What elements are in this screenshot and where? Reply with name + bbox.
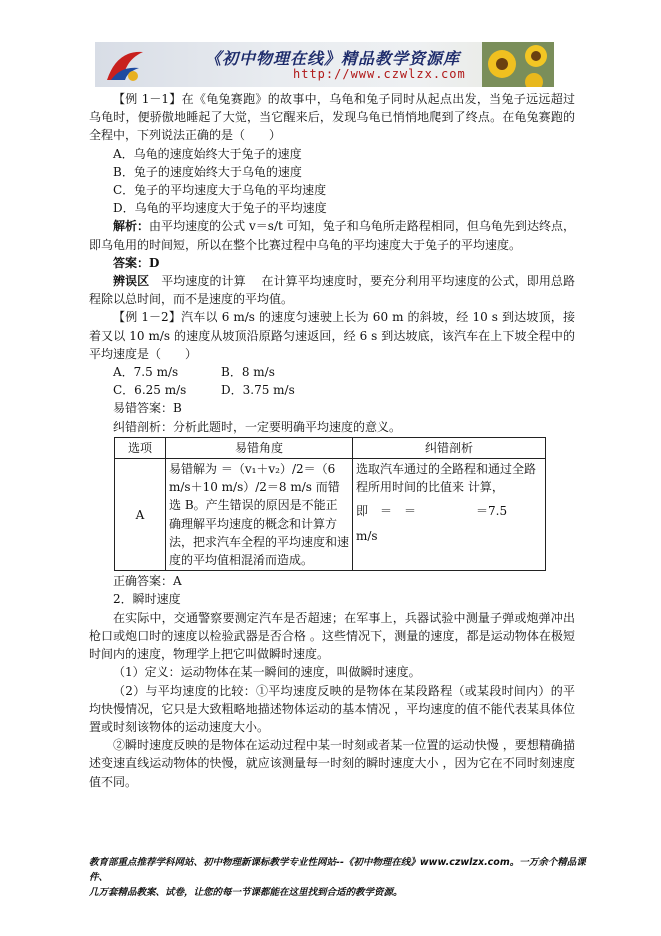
- error-analysis-table: [114, 437, 546, 571]
- footer-line-2: 几万套精品教案、试卷，让您的每一节课都能在这里找到合适的教学资源。: [89, 887, 403, 898]
- page-footer: [89, 855, 589, 900]
- example2-option-b: B．8 m/s: [221, 365, 275, 380]
- sunflower-icon: [482, 42, 554, 87]
- correction-line-3: m/s: [356, 528, 378, 543]
- example1-option-c: C．兔子的平均速度大于乌龟的平均速度: [113, 183, 327, 198]
- analysis-text: 由平均速度的公式 v＝s/t 可知，兔子和乌龟所走路程相同，但乌龟先到达终点，即乌龟用的时间短，所以在整个比赛过程中乌龟的平均速度大于兔子的平均速度。: [89, 219, 575, 252]
- misconception-text: 平均速度的计算 在计算平均速度时，要充分利用平均速度的公式，即用总路程除以总时间，而不是速度的平均值。: [89, 274, 575, 307]
- correction-line-1: 选取汽车通过的全路程和通过全路程所用时间的比值来 计算，: [356, 462, 537, 495]
- section2-compare-2: ②瞬时速度反映的是物体在运动过程中某一时刻或者某一位置的运动快慢 ，要想精确描述变速直线运动物体的快慢，就应该测量每一时刻的瞬时速度大小 ，因为它在不同时刻速度值不同。: [89, 738, 575, 789]
- section2-intro: 在实际中，交通警察要测定汽车是否超速；在军事上，兵器试验中测量子弹或炮弹冲出枪口或炮口时的速度以检验武器是否合格 。这些情况下，测量的速度，都是运动物体在极短时间内的速度，物理学上把它叫做瞬时速度。: [89, 610, 575, 662]
- banner-title: 《初中物理在线》精品教学资源库: [205, 49, 461, 68]
- section2-heading: 2．瞬时速度: [113, 592, 181, 607]
- example1-option-a: A．乌龟的速度始终大于兔子的速度: [113, 146, 302, 161]
- correction-line-2: 即 ＝ ＝ ＝7.5: [356, 504, 508, 519]
- example2-options-row2: [89, 381, 575, 399]
- banner-url[interactable]: http://www.czwlzx.com: [293, 67, 466, 81]
- example2-options-row1: [89, 363, 575, 381]
- site-logo-icon: [103, 46, 147, 84]
- example2-error-intro: 纠错剖析：分析此题时，一定要明确平均速度的意义。: [113, 419, 402, 434]
- example2-option-d: D．3.75 m/s: [221, 383, 295, 398]
- table-header-row: [115, 437, 546, 458]
- footer-line-1: 教育部重点推荐学科网站、初中物理新课标教学专业性网站--《初中物理在线》www.czwlzx.com。一万余个精品课件、: [89, 857, 586, 883]
- misconception-paragraph: [89, 272, 575, 308]
- section2-definition: （1）定义：运动物体在某一瞬间的速度，叫做瞬时速度。: [113, 665, 421, 680]
- example2-correct-answer: 正确答案：A: [113, 574, 182, 589]
- section2-compare-1: （2）与平均速度的比较：①平均速度反映的是物体在某段路程（或某段时间内）的平均快慢情况，它只是大致粗略地描述物体运动的基本情况 ，平均速度的值不能代表某具体位置或时刻该物体的运动速度大小。: [89, 683, 575, 734]
- table-header-option: 选项: [115, 437, 166, 458]
- table-cell-correction: [353, 459, 546, 571]
- table-header-error-angle: 易错角度: [166, 437, 353, 458]
- example1-option-b: B．兔子的速度始终大于乌龟的速度: [113, 164, 302, 179]
- header-banner: [95, 42, 554, 87]
- example1-answer: 答案：D: [113, 255, 160, 270]
- table-cell-option: A: [115, 459, 166, 571]
- main-content: [89, 90, 575, 791]
- misconception-label: 辨误区: [113, 274, 150, 289]
- example1-question: 【例 1－1】在《龟兔赛跑》的故事中，乌龟和兔子同时从起点出发，当兔子远远超过乌龟时，便骄傲地睡起了大觉，当它醒来后，发现乌龟已悄悄地爬到了终点。在龟兔赛跑的全程中，下列说法正确的是（ ）: [89, 92, 575, 143]
- example2-wrong-answer: 易错答案：B: [113, 401, 182, 416]
- analysis-label: 解析：: [113, 219, 150, 234]
- example2-option-a: A．7.5 m/s: [113, 365, 179, 380]
- table-row: [115, 459, 546, 571]
- table-header-correction: 纠错剖析: [353, 437, 546, 458]
- example2-option-c: C．6.25 m/s: [113, 383, 187, 398]
- example1-analysis: [89, 217, 575, 253]
- example2-question: 【例 1－2】汽车以 6 m/s 的速度匀速驶上长为 60 m 的斜坡，经 10 s 到达坡顶，接着又以 10 m/s 的速度从坡顶沿原路匀速返回，经 6 s 到达坡底，该汽车在上下坡全程中的平均速度是（ ）: [89, 310, 575, 361]
- example1-option-d: D．乌龟的平均速度大于兔子的平均速度: [113, 201, 327, 216]
- table-cell-error-angle: 易错解为 ＝（v₁＋v₂）/2＝（6 m/s＋10 m/s）/2＝8 m/s 而错选 B。产生错误的原因是不能正确理解平均速度的概念和计算方法，把求汽车全程的平均速度和速度的平均值相混淆而造成。: [166, 459, 353, 571]
